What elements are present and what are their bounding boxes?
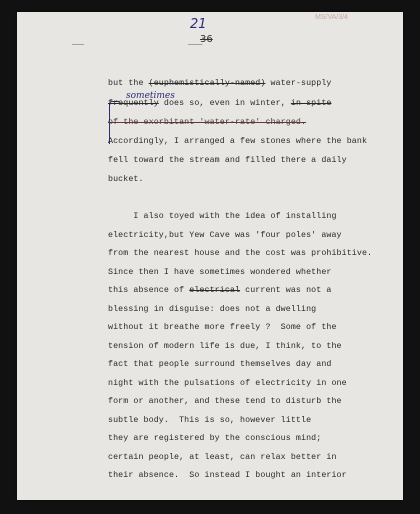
text-line-10: Since then I have sometimes wondered whether [108,268,332,277]
faint-mark-left: ▬▬▬▬▬ [72,43,85,47]
old-page-number: 36 [200,34,213,45]
text-line-11: this absence of electrical current was not a [108,286,332,295]
text-line-18: subtle body. This is so, however little [108,416,312,425]
text-line-2: frequently does so, even in winter, in spite [108,99,332,108]
text-line-1: but the (euphemistically-named) water-supply [108,79,332,88]
faint-mark-mid: ▬▬▬▬▬▬ [188,43,203,47]
text-line-17: form or another, and these tend to disturb the [108,397,342,406]
text-line-21: their absence. So instead I bought an interior [108,471,347,480]
text-line-6: bucket. [108,175,144,184]
text-line-19: they are registered by the conscious mind; [108,434,322,443]
page-number-handwritten: 21 [190,17,207,32]
archive-stamp: MS/VA/3/4 [315,14,348,21]
text-line-15: fact that people surround themselves day and [108,360,332,369]
text-line-12: blessing in disguise: does not a dwelling [108,305,317,314]
text-line-16: night with the pulsations of electricity in one [108,379,347,388]
text-line-13: without it breathe more freely ? Some of the [108,323,337,332]
text-line-7: I also toyed with the idea of installing [108,212,337,221]
text-line-20: certain people, at least, can relax better in [108,453,337,462]
text-line-3: of the exorbitant 'water-rate' charged. [108,118,307,127]
text-line-14: tension of modern life is due, I think, to the [108,342,342,351]
text-line-8: electricity,but Yew Cave was 'four poles' away [108,231,342,240]
text-line-5: fell toward the stream and filled there a daily [108,156,347,165]
text-line-9: from the nearest house and the cost was prohibitive. [108,249,373,258]
text-line-4: Accordingly, I arranged a few stones where the bank [108,137,368,146]
inserted-word-sometimes: sometimes [126,91,175,101]
